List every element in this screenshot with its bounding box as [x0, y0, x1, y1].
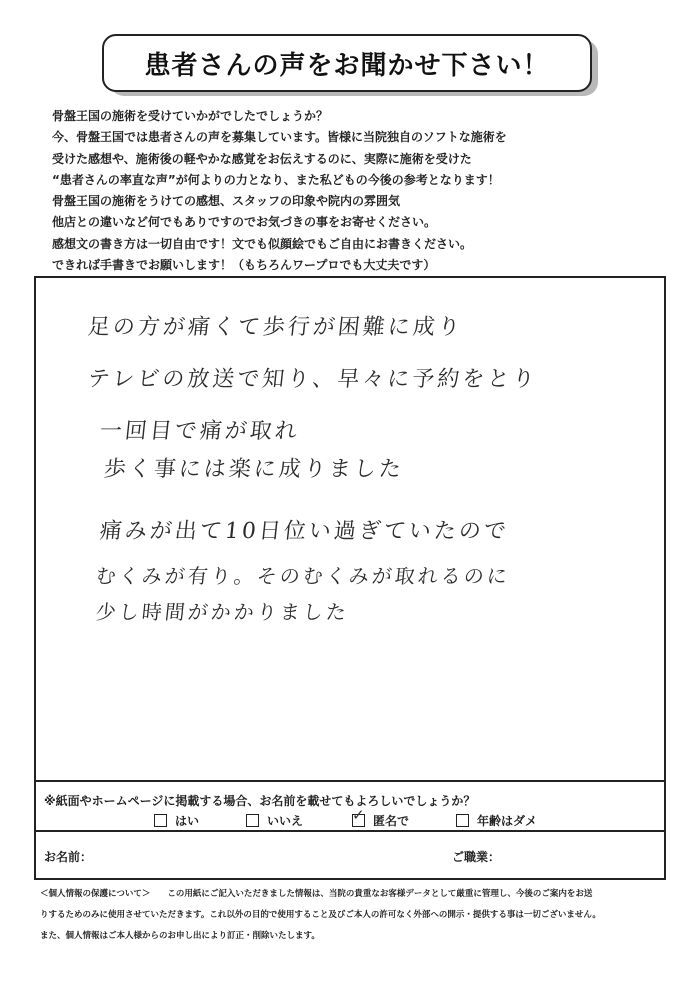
occupation-field-label: ご職業：	[452, 850, 501, 864]
intro-line: 他店との違いなど何でもありですのでお気づきの事をお寄せください。	[52, 215, 437, 230]
intro-line: “患者さんの率直な声”が何よりの力となり、また私どもの今後の参考となります！	[52, 172, 500, 187]
option-label: 年齢はダメ	[477, 814, 538, 828]
handwritten-line: 一回目で痛が取れ	[98, 419, 302, 444]
intro-line: 今、骨盤王国では患者さんの声を募集しています。皆様に当院独自のソフトな施術を	[52, 130, 507, 145]
privacy-notice	[40, 884, 665, 947]
option-label: 匿名で	[373, 814, 410, 828]
intro-line: できれば手書きでお願いします！（もちろんワープロでも大丈夫です）	[52, 258, 436, 273]
divider	[34, 780, 666, 782]
page-title: 患者さんの声をお聞かせ下さい！	[144, 50, 550, 81]
handwritten-line: 歩く事には楽に成りました	[102, 457, 406, 482]
option-label: はい	[175, 814, 200, 828]
title-box	[102, 34, 592, 92]
name-field-label: お名前：	[44, 850, 93, 864]
privacy-line: また、個人情報はご本人様からのお申し出により訂正・削除いたします。	[40, 931, 320, 941]
checkbox-no-age[interactable]	[456, 814, 469, 827]
handwritten-line: 足の方が痛くて歩行が困難に成り	[86, 315, 465, 340]
handwritten-line: 少し時間がかかりました	[94, 600, 351, 624]
intro-text	[52, 106, 672, 276]
intro-line: 受けた感想や、施術後の軽やかな感覚をお伝えするのに、実際に施術を受けた	[52, 151, 472, 166]
checkbox-anonymous[interactable]	[352, 806, 365, 827]
option-anonymous[interactable]	[352, 806, 410, 829]
option-yes[interactable]	[154, 812, 199, 829]
handwritten-line: むくみが有り。そのむくみが取れるのに	[94, 564, 512, 588]
intro-line: 骨盤王国の施術をうけての感想、スタッフの印象や院内の雰囲気	[52, 194, 401, 209]
handwritten-line: テレビの放送で知り、早々に予約をとり	[86, 367, 539, 392]
checkbox-no[interactable]	[246, 814, 259, 827]
check-mark-icon: ✓	[352, 806, 365, 824]
handwritten-line: 痛みが出て10日位い過ぎていたので	[98, 519, 511, 544]
option-no-age[interactable]	[456, 812, 537, 829]
privacy-line: りするためのみに使用させていただきます。これ以外の目的で使用すること及びご本人の許可なく外部への開示・提供する事は一切ございません。	[40, 910, 601, 920]
consent-question: ※紙面やホームページに掲載する場合、お名前を載せてもよろしいでしょうか？	[44, 794, 476, 808]
checkbox-yes[interactable]	[154, 814, 167, 827]
divider	[34, 830, 666, 832]
intro-line: 感想文の書き方は一切自由です！文でも似顔絵でもご自由にお書きください。	[52, 236, 473, 251]
privacy-line: ＜個人情報の保護について＞ この用紙にご記入いただきました情報は、当院の貴重なお客様データとして厳重に管理し、今後のご案内をお送	[40, 889, 593, 899]
intro-line: 骨盤王国の施術を受けていかがでしたでしょうか？	[52, 109, 329, 123]
option-label: いいえ	[267, 814, 304, 828]
option-no[interactable]	[246, 812, 303, 829]
